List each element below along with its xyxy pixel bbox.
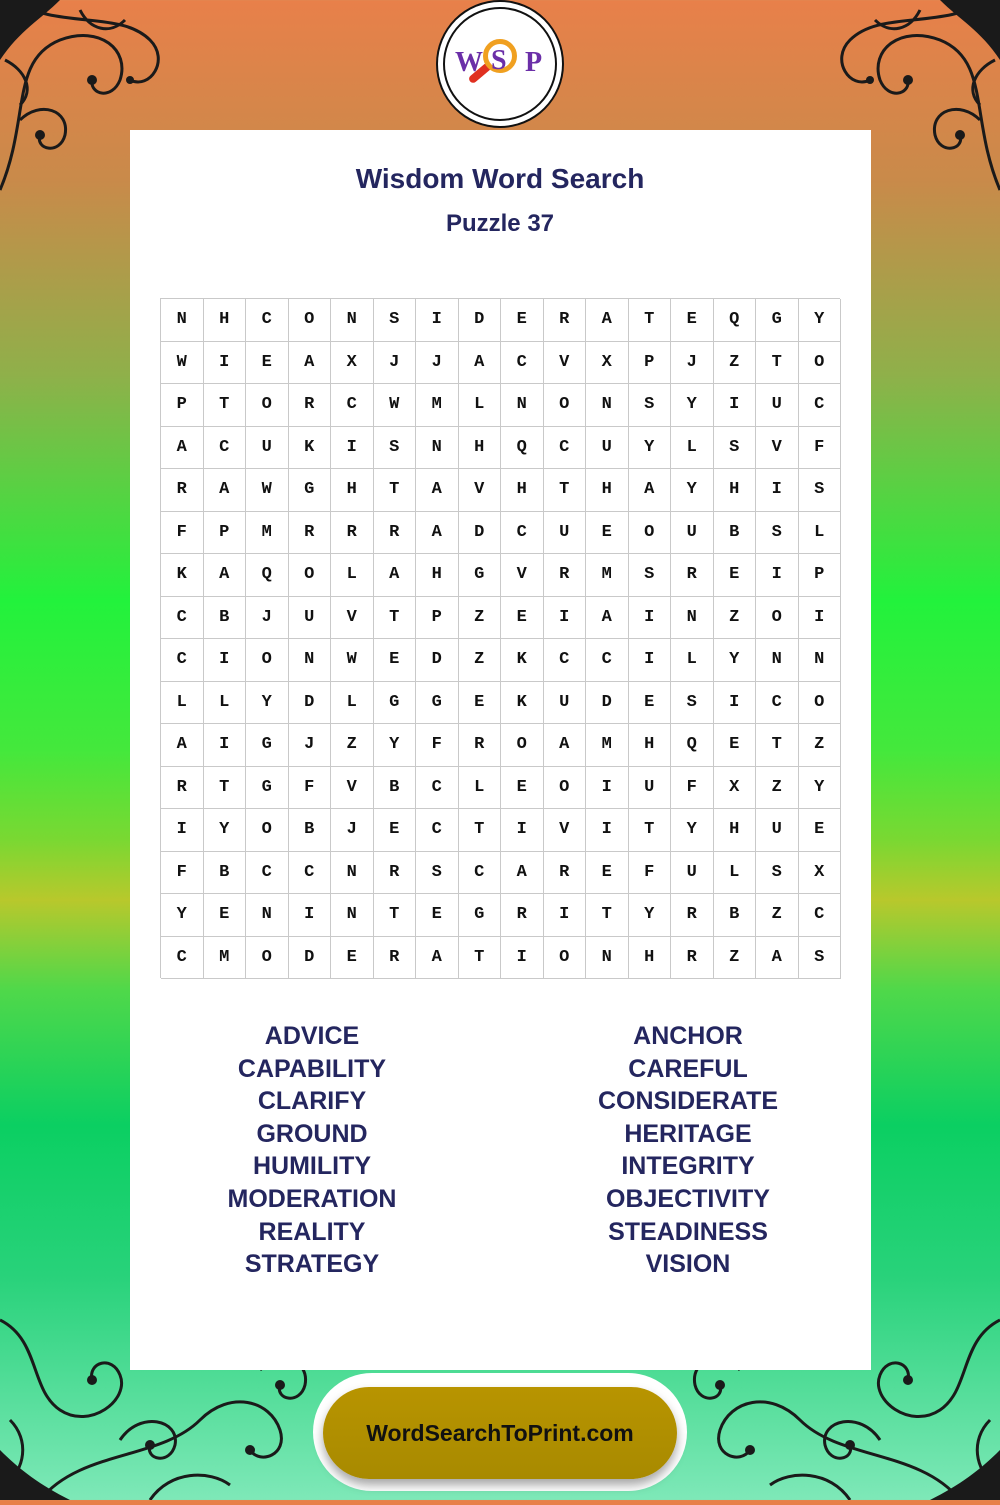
grid-cell[interactable]: R <box>459 724 502 767</box>
grid-cell[interactable]: V <box>544 342 587 385</box>
grid-cell[interactable]: K <box>161 554 204 597</box>
grid-cell[interactable]: B <box>204 852 247 895</box>
grid-cell[interactable]: H <box>416 554 459 597</box>
grid-cell[interactable]: T <box>374 469 417 512</box>
grid-cell[interactable]: E <box>331 937 374 980</box>
word-list-item: GROUND <box>256 1119 368 1148</box>
grid-cell[interactable]: O <box>501 724 544 767</box>
grid-cell[interactable]: I <box>756 469 799 512</box>
grid-cell[interactable]: B <box>204 597 247 640</box>
grid-cell[interactable]: W <box>331 639 374 682</box>
grid-cell[interactable]: I <box>501 937 544 980</box>
grid-cell[interactable]: F <box>671 767 714 810</box>
grid-cell[interactable]: R <box>161 767 204 810</box>
grid-cell[interactable]: N <box>671 597 714 640</box>
grid-cell[interactable]: G <box>246 724 289 767</box>
grid-cell[interactable]: E <box>629 682 672 725</box>
grid-cell[interactable]: N <box>331 852 374 895</box>
grid-cell[interactable]: B <box>714 894 757 937</box>
grid-cell[interactable]: F <box>161 512 204 555</box>
grid-cell[interactable]: V <box>459 469 502 512</box>
word-list-item: CONSIDERATE <box>597 1087 779 1116</box>
grid-cell[interactable]: S <box>799 469 842 512</box>
grid-cell[interactable]: I <box>586 809 629 852</box>
grid-cell[interactable]: Y <box>629 894 672 937</box>
grid-cell[interactable]: C <box>459 852 502 895</box>
grid-cell[interactable]: T <box>204 384 247 427</box>
grid-cell[interactable]: O <box>289 299 332 342</box>
grid-cell[interactable]: E <box>501 767 544 810</box>
grid-cell[interactable]: Z <box>714 597 757 640</box>
word-list-item: HUMILITY <box>252 1152 372 1181</box>
grid-cell[interactable]: N <box>799 639 842 682</box>
grid-cell[interactable]: Z <box>714 937 757 980</box>
grid-cell[interactable]: R <box>671 554 714 597</box>
grid-cell[interactable]: J <box>289 724 332 767</box>
grid-cell[interactable]: P <box>204 512 247 555</box>
grid-cell[interactable]: E <box>501 299 544 342</box>
grid-cell[interactable]: R <box>544 554 587 597</box>
grid-cell[interactable]: H <box>714 469 757 512</box>
grid-cell[interactable]: M <box>586 724 629 767</box>
grid-cell[interactable]: C <box>756 682 799 725</box>
grid-cell[interactable]: A <box>289 342 332 385</box>
grid-cell[interactable]: M <box>416 384 459 427</box>
grid-cell[interactable]: W <box>246 469 289 512</box>
grid-cell[interactable]: I <box>586 767 629 810</box>
grid-cell[interactable]: N <box>246 894 289 937</box>
grid-cell[interactable]: U <box>544 682 587 725</box>
grid-cell[interactable]: A <box>204 469 247 512</box>
grid-cell[interactable]: I <box>544 597 587 640</box>
grid-cell[interactable]: O <box>799 682 842 725</box>
grid-cell[interactable]: L <box>331 554 374 597</box>
grid-cell[interactable]: T <box>204 767 247 810</box>
grid-cell[interactable]: O <box>246 809 289 852</box>
grid-cell[interactable]: A <box>544 724 587 767</box>
word-list-item: CAREFUL <box>628 1054 748 1083</box>
grid-cell[interactable]: B <box>374 767 417 810</box>
grid-cell[interactable]: R <box>374 512 417 555</box>
grid-cell[interactable]: D <box>289 682 332 725</box>
grid-cell[interactable]: L <box>714 852 757 895</box>
grid-cell[interactable]: P <box>416 597 459 640</box>
grid-cell[interactable]: O <box>544 384 587 427</box>
grid-cell[interactable]: A <box>161 724 204 767</box>
grid-cell[interactable]: C <box>246 299 289 342</box>
grid-cell[interactable]: Q <box>246 554 289 597</box>
word-list-item: CLARIFY <box>257 1087 367 1116</box>
grid-cell[interactable]: E <box>501 597 544 640</box>
grid-cell[interactable]: O <box>246 639 289 682</box>
grid-cell[interactable]: T <box>756 724 799 767</box>
grid-cell[interactable]: Q <box>501 427 544 470</box>
word-list-item: ADVICE <box>264 1022 360 1050</box>
grid-cell[interactable]: R <box>289 384 332 427</box>
grid-cell[interactable]: J <box>331 809 374 852</box>
grid-cell[interactable]: I <box>204 724 247 767</box>
grid-cell[interactable]: S <box>374 299 417 342</box>
grid-cell[interactable]: B <box>714 512 757 555</box>
grid-cell[interactable]: K <box>501 682 544 725</box>
website-button[interactable] <box>313 1373 687 1491</box>
grid-cell[interactable]: C <box>289 852 332 895</box>
grid-cell[interactable]: E <box>714 724 757 767</box>
grid-cell[interactable]: M <box>246 512 289 555</box>
grid-cell[interactable]: E <box>204 894 247 937</box>
grid-cell[interactable]: Y <box>714 639 757 682</box>
grid-cell[interactable]: V <box>756 427 799 470</box>
grid-cell[interactable]: A <box>629 469 672 512</box>
grid-cell[interactable]: Z <box>756 767 799 810</box>
grid-cell[interactable]: R <box>671 937 714 980</box>
grid-cell[interactable]: I <box>629 639 672 682</box>
grid-cell[interactable]: K <box>289 427 332 470</box>
grid-cell[interactable]: S <box>374 427 417 470</box>
grid-cell[interactable]: I <box>629 597 672 640</box>
logo-letter-p: P <box>525 47 543 78</box>
grid-cell[interactable]: C <box>799 894 842 937</box>
grid-cell[interactable]: E <box>459 682 502 725</box>
grid-cell[interactable]: Y <box>799 767 842 810</box>
grid-cell[interactable]: U <box>246 427 289 470</box>
grid-cell[interactable]: C <box>416 809 459 852</box>
grid-cell[interactable]: H <box>714 809 757 852</box>
grid-cell[interactable]: S <box>629 384 672 427</box>
grid-cell[interactable]: I <box>331 427 374 470</box>
grid-cell[interactable]: Z <box>331 724 374 767</box>
grid-cell[interactable]: A <box>586 597 629 640</box>
word-list-item: HERITAGE <box>624 1119 752 1148</box>
grid-cell[interactable]: K <box>501 639 544 682</box>
grid-cell[interactable]: G <box>374 682 417 725</box>
grid-cell[interactable]: O <box>544 937 587 980</box>
grid-cell[interactable]: E <box>374 809 417 852</box>
grid-cell[interactable]: D <box>586 682 629 725</box>
grid-cell[interactable]: I <box>161 809 204 852</box>
grid-cell[interactable]: C <box>331 384 374 427</box>
grid-cell[interactable]: H <box>586 469 629 512</box>
grid-cell[interactable]: U <box>671 852 714 895</box>
grid-cell[interactable]: T <box>629 809 672 852</box>
grid-cell[interactable]: G <box>416 682 459 725</box>
grid-cell[interactable]: O <box>289 554 332 597</box>
grid-cell[interactable]: N <box>416 427 459 470</box>
grid-cell[interactable]: Y <box>204 809 247 852</box>
grid-cell[interactable]: S <box>714 427 757 470</box>
grid-cell[interactable]: I <box>204 639 247 682</box>
grid-cell[interactable]: T <box>374 597 417 640</box>
grid-cell[interactable]: O <box>629 512 672 555</box>
grid-cell[interactable]: C <box>416 767 459 810</box>
grid-cell[interactable]: R <box>289 512 332 555</box>
grid-cell[interactable]: Z <box>459 597 502 640</box>
word-list-item: CAPABILITY <box>237 1054 387 1083</box>
grid-cell[interactable]: O <box>799 342 842 385</box>
grid-cell[interactable]: C <box>501 512 544 555</box>
grid-cell[interactable]: V <box>331 767 374 810</box>
grid-cell[interactable]: I <box>756 554 799 597</box>
puzzle-number: Puzzle 37 <box>445 210 555 237</box>
grid-cell[interactable]: B <box>289 809 332 852</box>
grid-cell[interactable]: Y <box>246 682 289 725</box>
grid-cell[interactable]: I <box>204 342 247 385</box>
grid-cell[interactable]: N <box>501 384 544 427</box>
page-title: Wisdom Word Search <box>355 163 645 194</box>
grid-cell[interactable]: O <box>246 384 289 427</box>
grid-cell[interactable]: L <box>671 427 714 470</box>
word-list-item: OBJECTIVITY <box>606 1184 770 1213</box>
grid-cell[interactable]: U <box>756 384 799 427</box>
grid-cell[interactable]: G <box>459 554 502 597</box>
grid-cell[interactable]: C <box>161 597 204 640</box>
grid-cell[interactable]: C <box>799 384 842 427</box>
grid-cell[interactable]: N <box>161 299 204 342</box>
grid-cell[interactable]: Y <box>161 894 204 937</box>
grid-cell[interactable]: N <box>331 894 374 937</box>
grid-cell[interactable]: S <box>416 852 459 895</box>
word-list-left <box>162 1020 462 1281</box>
grid-cell[interactable]: V <box>501 554 544 597</box>
grid-cell[interactable]: D <box>289 937 332 980</box>
word-list-item: MODERATION <box>227 1184 397 1213</box>
grid-cell[interactable]: A <box>416 512 459 555</box>
grid-cell[interactable]: J <box>374 342 417 385</box>
grid-cell[interactable]: C <box>204 427 247 470</box>
grid-cell[interactable]: N <box>586 384 629 427</box>
grid-cell[interactable]: R <box>544 299 587 342</box>
grid-cell[interactable]: H <box>629 937 672 980</box>
grid-cell[interactable]: Z <box>799 724 842 767</box>
grid-cell[interactable]: Z <box>756 894 799 937</box>
grid-cell[interactable]: E <box>586 512 629 555</box>
grid-cell[interactable]: E <box>246 342 289 385</box>
grid-cell[interactable]: X <box>331 342 374 385</box>
grid-cell[interactable]: T <box>586 894 629 937</box>
grid-cell[interactable]: C <box>544 427 587 470</box>
grid-cell[interactable]: I <box>289 894 332 937</box>
grid-cell[interactable]: C <box>161 639 204 682</box>
grid-cell[interactable]: F <box>416 724 459 767</box>
grid-cell[interactable]: O <box>756 597 799 640</box>
grid-cell[interactable]: I <box>799 597 842 640</box>
grid-cell[interactable]: T <box>629 299 672 342</box>
grid-cell[interactable]: Y <box>671 384 714 427</box>
grid-cell[interactable]: I <box>714 384 757 427</box>
grid-cell[interactable]: V <box>331 597 374 640</box>
grid-cell[interactable]: Y <box>671 469 714 512</box>
grid-cell[interactable]: R <box>544 852 587 895</box>
grid-cell[interactable]: O <box>544 767 587 810</box>
grid-cell[interactable]: Y <box>671 809 714 852</box>
grid-cell[interactable]: S <box>671 682 714 725</box>
grid-cell[interactable]: E <box>799 809 842 852</box>
grid-cell[interactable]: E <box>416 894 459 937</box>
grid-cell[interactable]: W <box>374 384 417 427</box>
grid-cell[interactable]: H <box>629 724 672 767</box>
word-list-item: INTEGRITY <box>621 1152 755 1181</box>
grid-cell[interactable]: I <box>544 894 587 937</box>
word-list-item: STRATEGY <box>244 1250 380 1279</box>
grid-cell[interactable]: E <box>374 639 417 682</box>
grid-cell[interactable]: C <box>501 342 544 385</box>
grid-cell[interactable]: Y <box>629 427 672 470</box>
grid-cell[interactable]: I <box>714 682 757 725</box>
grid-cell[interactable]: J <box>671 342 714 385</box>
grid-cell[interactable]: P <box>161 384 204 427</box>
grid-cell[interactable]: S <box>756 852 799 895</box>
grid-cell[interactable]: C <box>544 639 587 682</box>
grid-cell[interactable]: S <box>799 937 842 980</box>
grid-cell[interactable]: R <box>161 469 204 512</box>
grid-cell[interactable]: G <box>756 299 799 342</box>
grid-cell[interactable]: L <box>204 682 247 725</box>
grid-cell[interactable]: J <box>246 597 289 640</box>
logo-letter-w: W <box>455 47 483 78</box>
grid-cell[interactable]: C <box>246 852 289 895</box>
grid-cell[interactable]: N <box>586 937 629 980</box>
grid-cell[interactable]: N <box>756 639 799 682</box>
grid-cell[interactable]: O <box>246 937 289 980</box>
grid-cell[interactable]: S <box>629 554 672 597</box>
grid-cell[interactable]: H <box>459 427 502 470</box>
grid-cell[interactable]: W <box>161 342 204 385</box>
grid-cell[interactable]: D <box>459 512 502 555</box>
grid-cell[interactable]: L <box>671 639 714 682</box>
grid-cell[interactable]: U <box>756 809 799 852</box>
grid-cell[interactable]: P <box>629 342 672 385</box>
grid-cell[interactable]: F <box>161 852 204 895</box>
grid-cell[interactable]: A <box>204 554 247 597</box>
letter-grid[interactable] <box>160 298 840 978</box>
grid-cell[interactable]: L <box>799 512 842 555</box>
word-list-item: VISION <box>645 1250 731 1279</box>
website-label: WordSearchToPrint.com <box>366 1419 634 1446</box>
grid-cell[interactable]: U <box>629 767 672 810</box>
grid-cell[interactable]: U <box>289 597 332 640</box>
grid-cell[interactable]: U <box>586 427 629 470</box>
grid-cell[interactable]: D <box>416 639 459 682</box>
grid-cell[interactable]: I <box>501 809 544 852</box>
grid-cell[interactable]: E <box>714 554 757 597</box>
grid-cell[interactable]: H <box>204 299 247 342</box>
grid-cell[interactable]: F <box>629 852 672 895</box>
logo-ring <box>443 7 557 121</box>
grid-cell[interactable]: A <box>501 852 544 895</box>
grid-cell[interactable]: R <box>374 937 417 980</box>
grid-cell[interactable]: L <box>331 682 374 725</box>
grid-cell[interactable]: L <box>459 384 502 427</box>
wsp-logo[interactable] <box>438 2 562 126</box>
logo-letter-s: S <box>491 45 507 76</box>
grid-cell[interactable]: A <box>756 937 799 980</box>
grid-cell[interactable]: J <box>416 342 459 385</box>
grid-cell[interactable]: E <box>671 299 714 342</box>
grid-cell[interactable]: N <box>331 299 374 342</box>
website-button-face[interactable] <box>323 1387 677 1479</box>
grid-cell[interactable]: L <box>459 767 502 810</box>
grid-cell[interactable]: U <box>671 512 714 555</box>
grid-cell[interactable]: H <box>331 469 374 512</box>
grid-cell[interactable]: S <box>756 512 799 555</box>
grid-cell[interactable]: Z <box>459 639 502 682</box>
grid-cell[interactable]: E <box>586 852 629 895</box>
grid-cell[interactable]: U <box>544 512 587 555</box>
word-list-item: REALITY <box>258 1217 366 1246</box>
grid-cell[interactable]: A <box>586 299 629 342</box>
grid-cell[interactable]: X <box>586 342 629 385</box>
grid-cell[interactable]: Y <box>799 299 842 342</box>
grid-cell[interactable]: R <box>374 852 417 895</box>
grid-cell[interactable]: Q <box>671 724 714 767</box>
grid-cell[interactable]: Q <box>714 299 757 342</box>
grid-cell[interactable]: R <box>501 894 544 937</box>
grid-cell[interactable]: T <box>374 894 417 937</box>
grid-cell[interactable]: V <box>544 809 587 852</box>
grid-cell[interactable]: N <box>289 639 332 682</box>
grid-cell[interactable]: X <box>714 767 757 810</box>
grid-cell[interactable]: P <box>799 554 842 597</box>
grid-cell[interactable]: T <box>544 469 587 512</box>
grid-cell[interactable]: A <box>374 554 417 597</box>
grid-cell[interactable]: A <box>161 427 204 470</box>
grid-cell[interactable]: T <box>756 342 799 385</box>
grid-cell[interactable]: G <box>459 894 502 937</box>
grid-cell[interactable]: R <box>331 512 374 555</box>
word-list-item: STEADINESS <box>608 1217 768 1246</box>
grid-cell[interactable]: G <box>246 767 289 810</box>
grid-cell[interactable]: X <box>799 852 842 895</box>
grid-cell[interactable]: F <box>799 427 842 470</box>
grid-cell[interactable]: T <box>459 937 502 980</box>
grid-cell[interactable]: M <box>586 554 629 597</box>
grid-cell[interactable]: G <box>289 469 332 512</box>
word-list-right <box>538 1020 838 1281</box>
grid-cell[interactable]: H <box>501 469 544 512</box>
grid-cell[interactable]: Y <box>374 724 417 767</box>
grid-cell[interactable]: T <box>459 809 502 852</box>
grid-cell[interactable]: M <box>204 937 247 980</box>
grid-cell[interactable]: C <box>161 937 204 980</box>
grid-cell[interactable]: A <box>416 937 459 980</box>
grid-cell[interactable]: D <box>459 299 502 342</box>
grid-cell[interactable]: A <box>416 469 459 512</box>
grid-cell[interactable]: C <box>586 639 629 682</box>
grid-cell[interactable]: A <box>459 342 502 385</box>
grid-cell[interactable]: L <box>161 682 204 725</box>
word-list-item: ANCHOR <box>633 1022 743 1050</box>
grid-cell[interactable]: I <box>416 299 459 342</box>
grid-cell[interactable]: R <box>671 894 714 937</box>
grid-cell[interactable]: F <box>289 767 332 810</box>
grid-cell[interactable]: Z <box>714 342 757 385</box>
